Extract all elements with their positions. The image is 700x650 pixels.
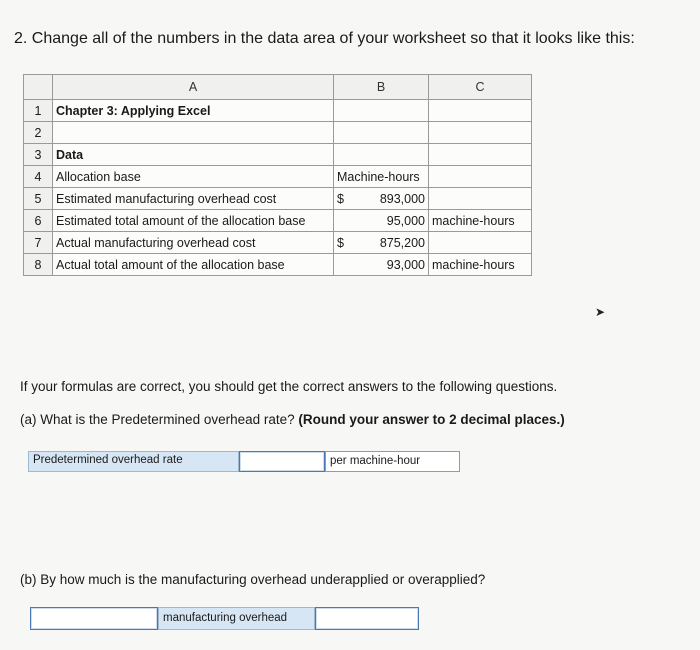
question-a <box>20 412 565 427</box>
predetermined-rate-label: Predetermined overhead rate <box>28 451 239 472</box>
cell-b4: Machine-hours <box>334 166 429 188</box>
col-header-a: A <box>53 75 334 100</box>
cell-a5: Estimated manufacturing overhead cost <box>53 188 334 210</box>
question-a-emphasis: (Round your answer to 2 decimal places.) <box>298 412 565 427</box>
row-number: 2 <box>24 122 53 144</box>
currency-symbol: $ <box>337 191 344 206</box>
sheet-row <box>24 166 532 188</box>
cell-c5 <box>429 188 532 210</box>
cell-b3 <box>334 144 429 166</box>
cell-b2 <box>334 122 429 144</box>
cell-b5 <box>334 188 429 210</box>
question-a-text: (a) What is the Predetermined overhead rate? <box>20 412 299 427</box>
sheet-row <box>24 254 532 276</box>
question-b: (b) By how much is the manufacturing overhead underapplied or overapplied? <box>20 572 486 587</box>
cell-c3 <box>429 144 532 166</box>
cell-b8: 93,000 <box>334 254 429 276</box>
sheet-row <box>24 232 532 254</box>
cell-b5-value: 893,000 <box>379 191 425 206</box>
row-number: 1 <box>24 100 53 122</box>
manufacturing-overhead-label: manufacturing overhead <box>158 607 315 630</box>
sheet-row <box>24 144 532 166</box>
cell-a3: Data <box>53 144 334 166</box>
col-header-c: C <box>429 75 532 100</box>
row-number: 4 <box>24 166 53 188</box>
cell-b6: 95,000 <box>334 210 429 232</box>
per-machine-hour-unit: per machine-hour <box>325 451 460 472</box>
overhead-type-select[interactable] <box>30 607 158 630</box>
cell-a8: Actual total amount of the allocation base <box>53 254 334 276</box>
cell-b1 <box>334 100 429 122</box>
row-number: 5 <box>24 188 53 210</box>
row-number: 6 <box>24 210 53 232</box>
row-number: 8 <box>24 254 53 276</box>
cell-c8: machine-hours <box>429 254 532 276</box>
cell-c1 <box>429 100 532 122</box>
cell-a7: Actual manufacturing overhead cost <box>53 232 334 254</box>
sheet-row <box>24 188 532 210</box>
cell-c2 <box>429 122 532 144</box>
worksheet-table <box>23 74 532 276</box>
cell-c4 <box>429 166 532 188</box>
cell-b7-value: 875,200 <box>379 235 425 250</box>
sheet-row <box>24 100 532 122</box>
sheet-row <box>24 122 532 144</box>
sheet-row <box>24 210 532 232</box>
cell-a4: Allocation base <box>53 166 334 188</box>
currency-symbol: $ <box>337 235 344 250</box>
row-number: 7 <box>24 232 53 254</box>
cell-a2 <box>53 122 334 144</box>
row-number: 3 <box>24 144 53 166</box>
instructions-text: If your formulas are correct, you should get the correct answers to the following questions. <box>20 379 558 394</box>
cell-a6: Estimated total amount of the allocation base <box>53 210 334 232</box>
cursor-icon: ➤ <box>595 305 606 319</box>
cell-b7 <box>334 232 429 254</box>
cell-a1: Chapter 3: Applying Excel <box>53 100 334 122</box>
overhead-amount-input[interactable] <box>315 607 419 630</box>
cell-c7 <box>429 232 532 254</box>
predetermined-rate-input[interactable] <box>239 451 325 472</box>
question-title: 2. Change all of the numbers in the data area of your worksheet so that it looks like this: <box>14 30 635 47</box>
cell-c6: machine-hours <box>429 210 532 232</box>
corner-cell <box>24 75 53 100</box>
col-header-b: B <box>334 75 429 100</box>
